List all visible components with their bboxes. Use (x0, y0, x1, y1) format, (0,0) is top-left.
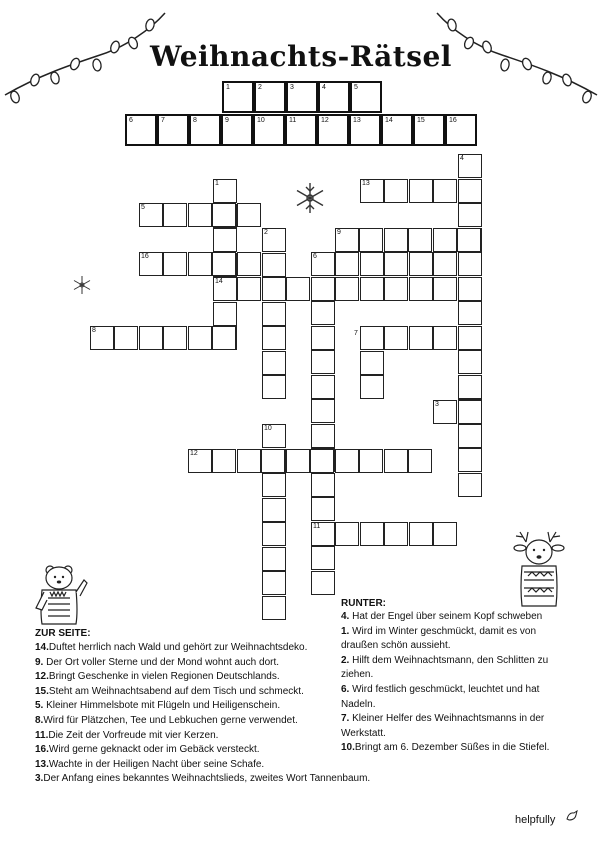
solution-box-number: 7 (161, 117, 165, 124)
grid-cell[interactable] (286, 277, 310, 301)
solution-box[interactable] (381, 114, 413, 146)
solution-box-number: 9 (225, 117, 229, 124)
grid-cell[interactable] (163, 203, 187, 227)
clue-number: 14. (35, 642, 49, 653)
clue-item (35, 714, 298, 728)
solution-box-number: 12 (321, 117, 329, 124)
grid-cell[interactable] (237, 277, 261, 301)
cell-number: 7 (354, 330, 358, 337)
grid-cell[interactable] (262, 473, 286, 497)
grid-cell[interactable] (311, 399, 335, 423)
clue-item (341, 712, 544, 726)
cell-number: 6 (313, 253, 317, 260)
cell-number: 10 (264, 425, 272, 432)
grid-cell[interactable] (360, 277, 384, 301)
grid-cell[interactable] (311, 301, 335, 325)
clue-item (35, 656, 279, 670)
across-heading: ZUR SEITE: (35, 628, 91, 639)
clue-item (35, 685, 304, 699)
page-title: Weihnachts-Rätsel (150, 40, 452, 73)
clue-item (341, 741, 549, 755)
grid-cell[interactable] (212, 449, 236, 473)
grid-cell[interactable] (213, 228, 237, 252)
grid-cell[interactable] (384, 522, 408, 546)
solution-box[interactable] (286, 81, 318, 113)
grid-cell[interactable] (433, 228, 457, 252)
grid-cell[interactable] (188, 252, 212, 276)
grid-cell[interactable] (311, 326, 335, 350)
grid-cell[interactable] (458, 252, 482, 276)
solution-box-number: 8 (193, 117, 197, 124)
clue-number: 12. (35, 671, 49, 683)
grid-cell[interactable] (335, 277, 359, 301)
grid-cell[interactable] (360, 179, 384, 203)
grid-cell[interactable] (458, 179, 482, 203)
clue-item (341, 625, 536, 639)
clue-text: Steht am Weihnachtsabend auf dem Tisch und schmeckt. (48, 685, 304, 697)
solution-box-number: 3 (290, 84, 294, 91)
clue-item (35, 729, 218, 743)
clue-item (341, 727, 386, 741)
grid-cell[interactable] (213, 179, 237, 203)
clue-text: ziehen. (341, 669, 374, 681)
grid-cell[interactable] (286, 449, 310, 473)
grid-cell[interactable] (458, 473, 482, 497)
grid-cell[interactable] (311, 375, 335, 399)
grid-cell[interactable] (408, 449, 432, 473)
clue-text: Der Ort voller Sterne und der Mond wohnt auch dort. (43, 656, 280, 668)
clue-number: 8. (35, 715, 44, 726)
grid-cell[interactable] (262, 326, 286, 350)
clue-text: Kleiner Himmelsbote mit Flügeln und Heiligenschein. (43, 700, 281, 712)
clue-number: 5. (35, 700, 44, 712)
grid-cell[interactable] (262, 571, 286, 595)
grid-cell[interactable] (409, 179, 433, 203)
grid-cell[interactable] (457, 228, 481, 252)
clue-text: Hilft dem Weihnachtsmann, den Schlitten zu (349, 654, 549, 666)
clue-text: Bringt am 6. Dezember Süßes in die Stiefel. (354, 742, 550, 754)
grid-cell[interactable] (360, 252, 384, 276)
grid-cell[interactable] (360, 351, 384, 375)
grid-cell[interactable] (335, 449, 359, 473)
solution-box[interactable] (253, 114, 285, 146)
grid-cell[interactable] (384, 277, 408, 301)
clue-text: Hat der Engel über seinem Kopf schweben (349, 611, 543, 622)
grid-cell[interactable] (384, 326, 408, 350)
solution-box[interactable] (222, 81, 254, 113)
grid-cell[interactable] (409, 252, 433, 276)
grid-cell[interactable] (433, 522, 457, 546)
grid-cell[interactable] (310, 449, 334, 473)
clue-number: 16. (35, 744, 49, 756)
grid-cell[interactable] (139, 252, 163, 276)
clue-item (341, 654, 548, 668)
grid-cell[interactable] (359, 449, 383, 473)
solution-box[interactable] (221, 114, 253, 146)
solution-box[interactable] (349, 114, 381, 146)
grid-cell[interactable] (335, 522, 359, 546)
clue-text: Wird festlich geschmückt, leuchtet und hat (349, 684, 540, 695)
solution-box-number: 6 (129, 117, 133, 124)
grid-cell[interactable] (384, 228, 408, 252)
grid-cell[interactable] (262, 522, 286, 546)
grid-cell[interactable] (188, 203, 212, 227)
clue-number: 13. (35, 758, 49, 770)
grid-cell[interactable] (237, 203, 261, 227)
grid-cell[interactable] (212, 326, 236, 350)
grid-cell[interactable] (335, 228, 359, 252)
cell-number: 8 (92, 327, 96, 334)
grid-cell[interactable] (311, 350, 335, 374)
solution-box-number: 14 (385, 117, 393, 124)
clue-item (341, 668, 373, 682)
grid-cell[interactable] (262, 547, 286, 571)
solution-box[interactable] (125, 114, 157, 146)
solution-box[interactable] (318, 81, 350, 113)
grid-cell[interactable] (261, 449, 285, 473)
solution-box[interactable] (189, 114, 221, 146)
clue-text: Wachte in der Heiligen Nacht über seine Schafe. (48, 758, 265, 770)
clue-item (341, 639, 451, 653)
grid-cell[interactable] (311, 571, 335, 595)
clue-item (341, 683, 539, 697)
grid-cell[interactable] (262, 253, 286, 277)
cell-number: 14 (215, 278, 223, 285)
grid-cell[interactable] (458, 424, 482, 448)
grid-cell[interactable] (213, 277, 237, 301)
bird-icon (565, 809, 579, 823)
grid-cell[interactable] (114, 326, 138, 350)
grid-cell[interactable] (311, 473, 335, 497)
solution-box[interactable] (254, 81, 286, 113)
solution-box-number: 15 (417, 117, 425, 124)
clue-number: 15. (35, 685, 49, 697)
grid-cell[interactable] (262, 498, 286, 522)
grid-cell[interactable] (139, 326, 163, 350)
grid-cell[interactable] (433, 179, 457, 203)
clue-item (35, 641, 307, 655)
cell-number: 11 (313, 523, 321, 530)
grid-cell[interactable] (311, 252, 335, 276)
clue-item (35, 670, 280, 684)
clue-text: Die Zeit der Vorfreude mit vier Kerzen. (48, 729, 219, 741)
cell-number: 16 (141, 253, 149, 260)
clue-number: 11. (35, 729, 49, 741)
grid-cell[interactable] (384, 179, 408, 203)
clue-text: Werkstatt. (341, 727, 386, 739)
clue-text: Der Anfang eines bekanntes Weihnachtslieds, zweites Wort Tannenbaum. (43, 773, 371, 785)
clue-item (35, 772, 370, 786)
clue-number: 6. (341, 684, 350, 695)
grid-cell[interactable] (188, 326, 212, 350)
clue-text: Wird für Plätzchen, Tee und Lebkuchen gerne verwendet. (43, 715, 298, 726)
grid-cell[interactable] (433, 326, 457, 350)
clue-number: 9. (35, 656, 44, 668)
grid-cell[interactable] (384, 449, 408, 473)
grid-cell[interactable] (163, 252, 187, 276)
grid-cell[interactable] (359, 228, 383, 252)
grid-cell[interactable] (262, 375, 286, 399)
solution-box[interactable] (413, 114, 445, 146)
grid-cell[interactable] (408, 228, 432, 252)
solution-box-number: 5 (354, 84, 358, 91)
grid-cell[interactable] (262, 424, 286, 448)
solution-box-number: 2 (258, 84, 262, 91)
grid-cell[interactable] (458, 375, 482, 399)
clue-text: Wird gerne geknackt oder im Gebäck versteckt. (48, 744, 260, 756)
grid-cell[interactable] (458, 277, 482, 301)
grid-cell[interactable] (90, 326, 114, 350)
clue-item (35, 758, 264, 772)
grid-cell[interactable] (458, 326, 482, 350)
solution-box-number: 13 (353, 117, 361, 124)
solution-box-number: 4 (322, 84, 326, 91)
grid-cell[interactable] (433, 400, 457, 424)
grid-cell[interactable] (354, 326, 384, 350)
solution-box[interactable] (157, 114, 189, 146)
clue-number: 10. (341, 742, 355, 754)
grid-cell[interactable] (262, 228, 286, 252)
grid-cell[interactable] (409, 326, 433, 350)
clue-text: draußen schön aussieht. (341, 640, 451, 652)
grid-cell[interactable] (360, 375, 384, 399)
grid-cell[interactable] (311, 277, 335, 301)
grid-cell[interactable] (311, 424, 335, 448)
grid-cell[interactable] (458, 154, 482, 178)
grid-cell[interactable] (262, 302, 286, 326)
grid-cell[interactable] (335, 252, 359, 276)
solution-box-number: 10 (257, 117, 265, 124)
solution-box-number: 1 (226, 84, 230, 91)
grid-cell[interactable] (384, 252, 408, 276)
grid-cell[interactable] (262, 351, 286, 375)
brand-logo: helpfully (515, 814, 556, 826)
solution-box[interactable] (317, 114, 349, 146)
cell-number: 9 (337, 229, 341, 236)
polar-bear-icon (30, 562, 90, 628)
clue-number: 3. (35, 773, 44, 785)
grid-cell[interactable] (237, 449, 261, 473)
snowflake-large-icon (293, 181, 327, 215)
grid-cell[interactable] (433, 277, 457, 301)
grid-cell[interactable] (262, 277, 286, 301)
grid-cell[interactable] (433, 252, 457, 276)
solution-box[interactable] (285, 114, 317, 146)
clue-text: Kleiner Helfer des Weihnachtsmanns in der (349, 713, 545, 725)
clue-text: Wird im Winter geschmückt, damit es von (349, 625, 537, 637)
grid-cell[interactable] (311, 497, 335, 521)
grid-cell[interactable] (139, 203, 163, 227)
down-heading: RUNTER: (341, 598, 386, 609)
grid-cell[interactable] (237, 252, 261, 276)
grid-cell[interactable] (163, 326, 187, 350)
grid-cell[interactable] (409, 277, 433, 301)
cell-number: 5 (141, 204, 145, 211)
clue-number: 2. (341, 654, 350, 666)
cell-number: 2 (264, 229, 268, 236)
solution-box[interactable] (445, 114, 477, 146)
grid-cell[interactable] (360, 522, 384, 546)
grid-cell[interactable] (458, 203, 482, 227)
grid-cell[interactable] (409, 522, 433, 546)
grid-cell[interactable] (311, 546, 335, 570)
clue-number: 4. (341, 611, 350, 622)
cell-number: 1 (215, 180, 219, 187)
clue-text: Duftet herrlich nach Wald und gehört zur Weihnachtsdeko. (48, 642, 308, 653)
snowflake-small-icon (72, 275, 92, 295)
solution-box-number: 16 (449, 117, 457, 124)
cell-number: 13 (362, 180, 370, 187)
clue-item (35, 699, 280, 713)
grid-cell[interactable] (458, 400, 482, 424)
solution-box[interactable] (350, 81, 382, 113)
cell-number: 12 (190, 450, 198, 457)
solution-box-number: 11 (289, 117, 297, 124)
grid-cell[interactable] (458, 350, 482, 374)
cell-number: 4 (460, 155, 464, 162)
clue-text: Bringt Geschenke in vielen Regionen Deutschlands. (48, 671, 280, 683)
grid-cell[interactable] (458, 448, 482, 472)
clue-item (341, 698, 375, 712)
cell-number: 3 (435, 401, 439, 408)
grid-cell[interactable] (311, 522, 335, 546)
clue-number: 1. (341, 625, 350, 637)
clue-item (35, 743, 260, 757)
grid-cell[interactable] (212, 203, 236, 227)
grid-cell[interactable] (188, 449, 212, 473)
clue-item (341, 610, 542, 624)
grid-cell[interactable] (262, 596, 286, 620)
clue-number: 7. (341, 713, 350, 725)
grid-cell[interactable] (212, 252, 236, 276)
reindeer-icon (508, 528, 570, 610)
clue-text: Nadeln. (341, 698, 376, 710)
grid-cell[interactable] (458, 301, 482, 325)
grid-cell[interactable] (213, 302, 237, 326)
